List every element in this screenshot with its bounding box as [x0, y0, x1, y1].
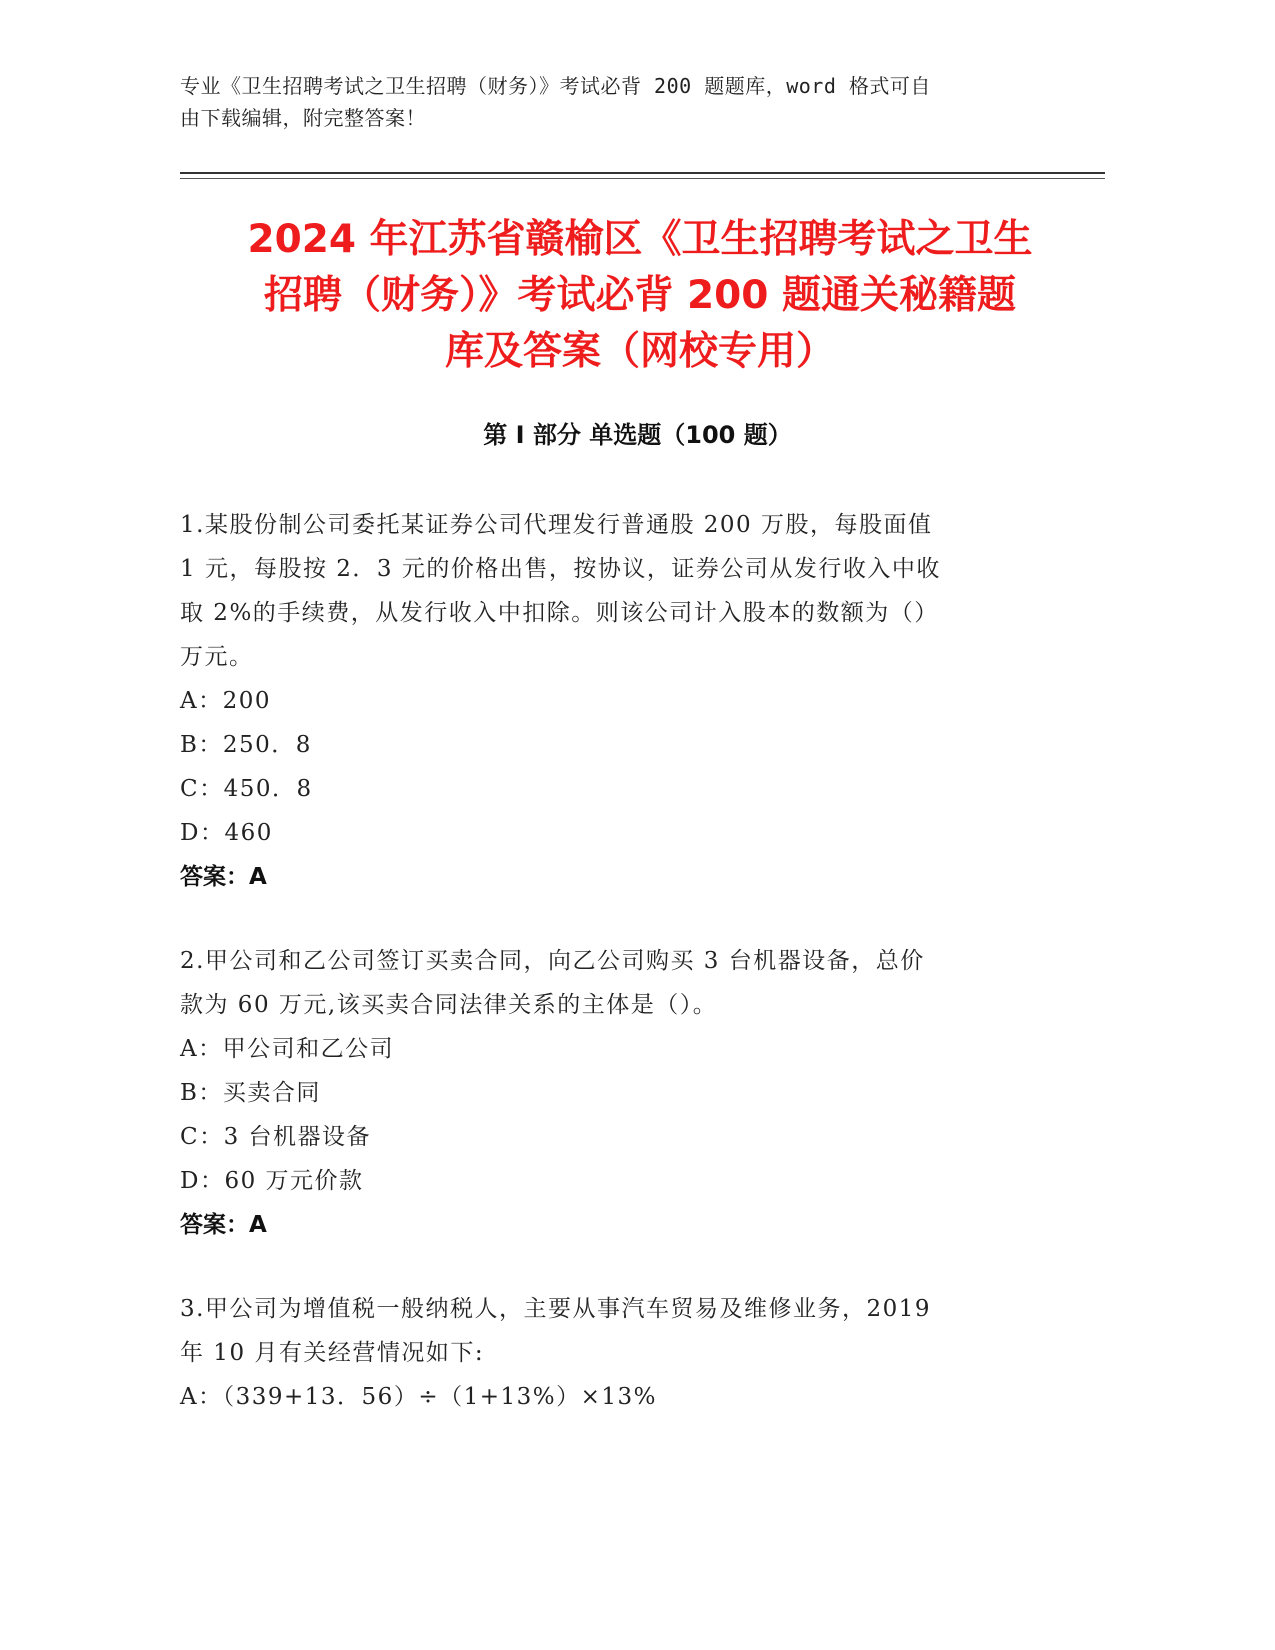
question-stem-line: 3.甲公司为增值税一般纳税人，主要从事汽车贸易及维修业务，2019: [180, 1296, 931, 1322]
question-1: [180, 503, 1030, 899]
header-rule-thin: [180, 178, 1105, 179]
question-stem-line: 取 2%的手续费，从发行收入中扣除。则该公司计入股本的数额为（）: [180, 600, 939, 626]
question-stem-line: 万元。: [180, 644, 254, 670]
question-stem-line: 2.甲公司和乙公司签订买卖合同，向乙公司购买 3 台机器设备，总价: [180, 948, 925, 974]
question-stem-line: 款为 60 万元,该买卖合同法律关系的主体是（）。: [180, 992, 718, 1018]
question-stem-line: 1.某股份制公司委托某证券公司代理发行普通股 200 万股，每股面值: [180, 512, 933, 538]
option-d: D：60 万元价款: [180, 1168, 364, 1194]
document-title: [170, 212, 1110, 380]
option-c: C：450．8: [180, 776, 313, 802]
question-3: [180, 1287, 1030, 1419]
option-a: A：200: [180, 688, 272, 714]
option-d: D：460: [180, 820, 273, 846]
section-title: 第 I 部分 单选题（100 题）: [483, 421, 792, 449]
question-stem-line: 年 10 月有关经营情况如下:: [180, 1340, 485, 1366]
answer-line: 答案：A: [180, 864, 267, 890]
header-rule-thick: [180, 172, 1105, 174]
option-b: B：买卖合同: [180, 1080, 321, 1106]
document-title-line: 招聘（财务）》考试必背 200 题通关秘籍题: [263, 273, 1017, 318]
question-stem-line: 1 元，每股按 2．3 元的价格出售，按协议，证券公司从发行收入中收: [180, 556, 941, 582]
document-title-line: 库及答案（网校专用）: [444, 329, 835, 374]
question-2: [180, 939, 1030, 1247]
option-a: A：（339+13．56）÷（1+13%）×13%: [180, 1384, 658, 1410]
option-c: C：3 台机器设备: [180, 1124, 372, 1150]
document-title-line: 2024 年江苏省赣榆区《卫生招聘考试之卫生: [247, 217, 1033, 262]
option-b: B：250．8: [180, 732, 312, 758]
header-note-line: 专业《卫生招聘考试之卫生招聘（财务）》考试必背 200 题题库，word 格式可自: [180, 74, 931, 98]
header-note: [180, 70, 1080, 134]
answer-line: 答案：A: [180, 1212, 267, 1238]
header-note-line: 由下载编辑，附完整答案！: [180, 106, 426, 130]
option-a: A：甲公司和乙公司: [180, 1036, 395, 1062]
